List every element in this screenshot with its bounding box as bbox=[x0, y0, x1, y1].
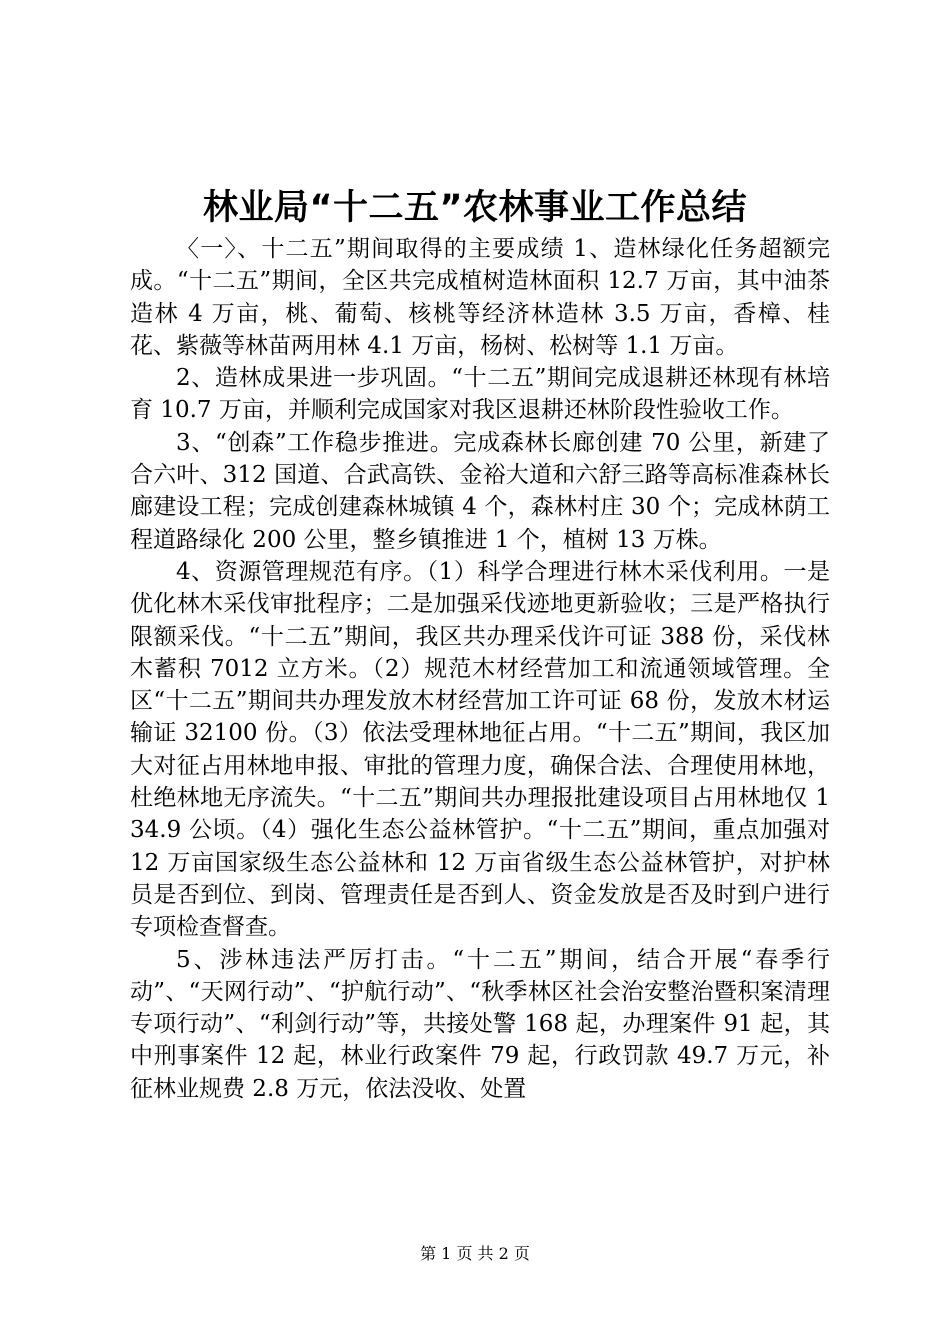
document-body bbox=[130, 233, 830, 1105]
paragraph-achievements-afforestation: 〈一〉、十二五”期间取得的主要成绩 1、造林绿化任务超额完成。“十二五”期间，全区共完成植树造林面积 12.7 万亩，其中油茶造林 4 万亩，桃、葡萄、核桃等经济林造林 3.5 万亩，香樟、桂花、紫薇等林苗两用林 4.1 万亩，杨树、松树等 1.1 万亩。 bbox=[130, 236, 830, 359]
paragraph-law-enforcement: 5、涉林违法严厉打击。“十二五”期间，结合开展“春季行动”、“天网行动”、“护航行动”、“秋季林区社会治安整治暨积案清理专项行动”、“利剑行动”等，共接处警 168 起，办理案件 91 起，其中刑事案件 12 起，林业行政案件 79 起，行政罚款 49.7 万元，补征林业规费 2.8 万元，依法没收、处置 bbox=[130, 946, 830, 1102]
paragraph-resource-management: 4、资源管理规范有序。（1）科学合理进行林木采伐利用。一是优化林木采伐审批程序；二是加强采伐迹地更新验收；三是严格执行限额采伐。“十二五”期间，我区共办理采伐许可证 388 份，采伐林木蓄积 7012 立方米。（2）规范木材经营加工和流通领域管理。全区“十二五”期间共办理发放木材经营加工许可证 68 份，发放木材运输证 32100 份。（3）依法受理林地征占用。“十二五”期间，我区加大对征占用林地申报、审批的管理力度，确保合法、合理使用林地，杜绝林地无序流失。“十二五”期间共办理报批建设项目占用林地仅 134.9 公顷。（4）强化生态公益林管护。“十二五”期间，重点加强对 12 万亩国家级生态公益林和 12 万亩省级生态公益林管护，对护林员是否到位、到岗、管理责任是否到人、资金发放是否及时到户进行专项检查督查。 bbox=[130, 558, 830, 941]
paragraph-afforestation-consolidation: 2、造林成果进一步巩固。“十二五”期间完成退耕还林现有林培育 10.7 万亩，并顺利完成国家对我区退耕还林阶段性验收工作。 bbox=[130, 365, 830, 424]
document-title: 林业局“十二五”农林事业工作总结 bbox=[202, 188, 747, 228]
page-footer: 第 1 页 共 2 页 bbox=[420, 1244, 530, 1263]
paragraph-forest-creation: 3、“创森”工作稳步推进。完成森林长廊创建 70 公里，新建了合六叶、312 国道、合武高铁、金裕大道和六舒三路等高标准森林长廊建设工程；完成创建森林城镇 4 个，森林村庄 30 个；完成林荫工程道路绿化 200 公里，整乡镇推进 1 个，植树 13 万株。 bbox=[130, 429, 830, 553]
